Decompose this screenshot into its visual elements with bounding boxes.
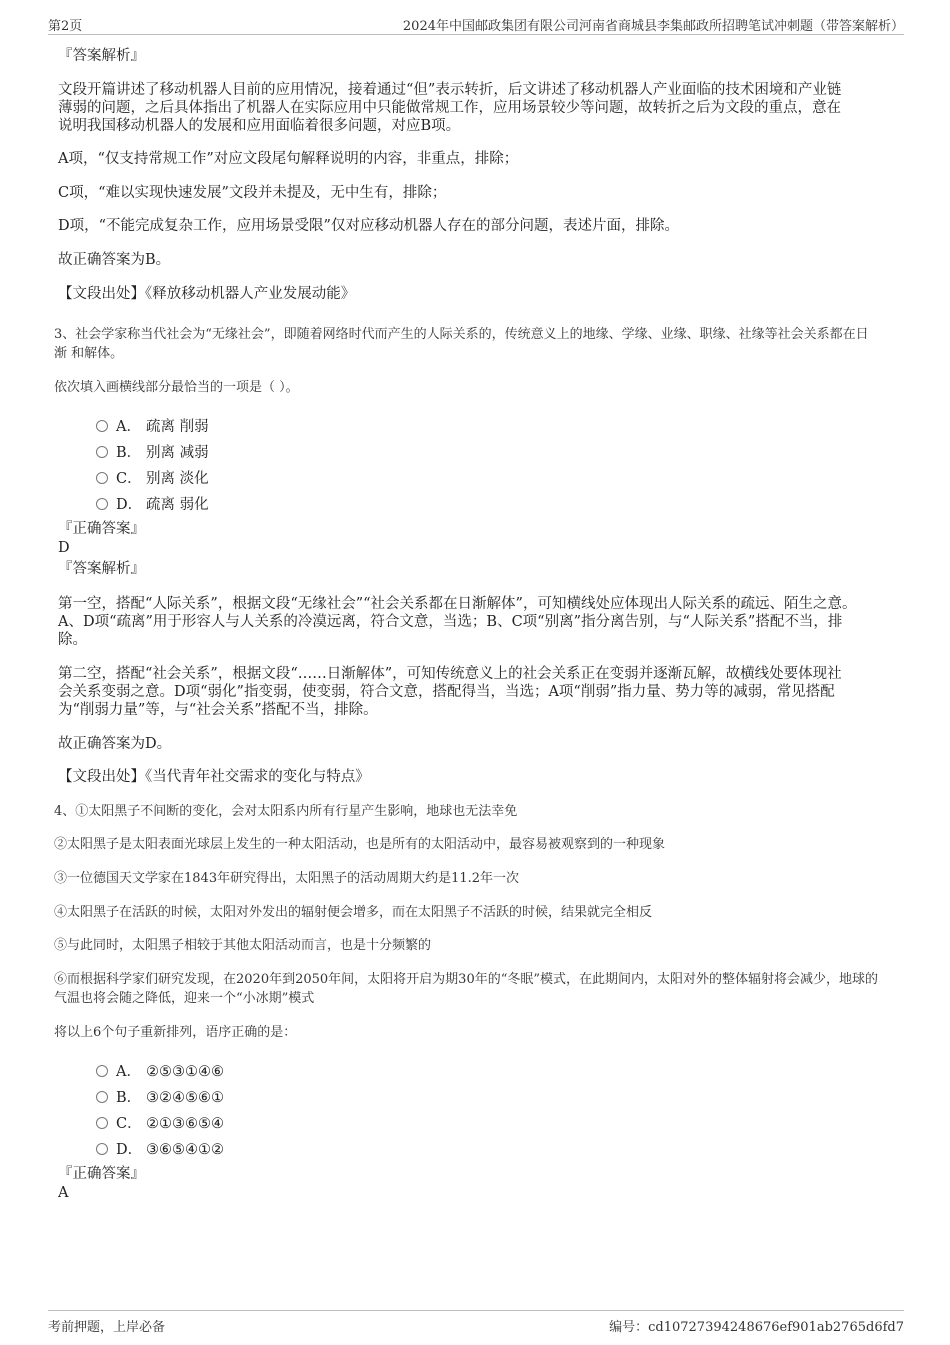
q3-p1-line-2: A、D项“疏离”用于形容人与人关系的冷漠远离，符合文意，当选；B、C项“别离”指分离告别，与“人际关系”搭配不当，排 <box>58 614 843 630</box>
q4-option-a[interactable]: A． ②⑤③①④⑥ <box>96 1060 224 1080</box>
radio-icon[interactable] <box>96 498 108 510</box>
q3-p2-line-2: 会关系变弱之意。D项“弱化”指变弱，使变弱，符合文意，搭配得当，当选；A项“削弱”指力量、势力等的减弱，常见搭配 <box>58 684 835 700</box>
q4-option-d[interactable]: D． ③⑥⑤④①② <box>96 1138 224 1158</box>
q4-correct-title: 『正确答案』 <box>58 1166 145 1182</box>
q2-analysis-title: 『答案解析』 <box>58 48 145 64</box>
footer-slogan: 考前押题，上岸必备 <box>48 1320 166 1335</box>
document-id: 编号：cd10727394248676ef901ab2765d6fd7 <box>609 1320 904 1335</box>
radio-icon[interactable] <box>96 1143 108 1155</box>
q3-conclusion: 故正确答案为D。 <box>58 736 172 752</box>
q4-prompt: 将以上6个句子重新排列，语序正确的是： <box>54 1025 297 1040</box>
q2-analysis-line-1: 文段开篇讲述了移动机器人目前的应用情况，接着通过“但”表示转折，后文讲述了移动机器人产业面临的技术困境和产业链 <box>58 82 842 98</box>
page-footer <box>48 1310 904 1333</box>
page-number: 第2页 <box>48 19 83 34</box>
q4-sentence-6-line-1: ⑥而根据科学家们研究发现，在2020年到2050年间，太阳将开启为期30年的“冬眠”模式，在此期间内，太阳对外的整体辐射将会减少，地球的 <box>54 972 879 987</box>
q3-p2-line-3: 为“削弱力量”等，与“社会关系”搭配不当，排除。 <box>58 702 378 718</box>
q3-stem-line-1: 3、社会学家称当代社会为“无缘社会”，即随着网络时代而产生的人际关系的，传统意义上的地缘、学缘、业缘、职缘、社缘等社会关系都在日 <box>54 327 869 342</box>
q3-source: 【文段出处】《当代青年社交需求的变化与特点》 <box>58 769 370 785</box>
q2-analysis-line-2: 薄弱的问题，之后具体指出了机器人在实际应用中只能做常规工作，应用场景较少等问题，故转折之后为文段的重点，意在 <box>58 100 841 116</box>
radio-icon[interactable] <box>96 1065 108 1077</box>
radio-icon[interactable] <box>96 1117 108 1129</box>
q2-analysis-line-3: 说明我国移动机器人的发展和应用面临着很多问题，对应B项。 <box>58 118 461 134</box>
q4-option-c[interactable]: C． ②①③⑥⑤④ <box>96 1112 224 1132</box>
page-header <box>48 14 904 35</box>
q2-conclusion: 故正确答案为B。 <box>58 252 171 268</box>
q4-sentence-6-line-2: 气温也将会随之降低，迎来一个“小冰期”模式 <box>54 991 315 1006</box>
q3-p1-line-3: 除。 <box>58 632 87 648</box>
q3-option-d[interactable]: D． 疏离 弱化 <box>96 493 209 513</box>
q4-sentence-3: ③一位德国天文学家在1843年研究得出，太阳黑子的活动周期大约是11.2年一次 <box>54 871 520 886</box>
document-title: 2024年中国邮政集团有限公司河南省商城县李集邮政所招聘笔试冲刺题（带答案解析） <box>402 19 904 34</box>
q2-source: 【文段出处】《释放移动机器人产业发展动能》 <box>58 286 356 302</box>
q4-sentence-4: ④太阳黑子在活跃的时候，太阳对外发出的辐射便会增多，而在太阳黑子不活跃的时候，结果就完全相反 <box>54 905 653 920</box>
radio-icon[interactable] <box>96 1091 108 1103</box>
q3-analysis-title: 『答案解析』 <box>58 561 145 577</box>
q4-option-b[interactable]: B． ③②④⑤⑥① <box>96 1086 224 1106</box>
q4-sentence-2: ②太阳黑子是太阳表面光球层上发生的一种太阳活动，也是所有的太阳活动中，最容易被观察到的一种现象 <box>54 837 666 852</box>
q4-correct-answer: A <box>58 1185 69 1201</box>
radio-icon[interactable] <box>96 472 108 484</box>
q2-option-d-note: D项，“不能完成复杂工作，应用场景受限”仅对应移动机器人存在的部分问题，表述片面，排除。 <box>58 218 679 234</box>
q4-sentence-1: 4、①太阳黑子不间断的变化，会对太阳系内所有行星产生影响，地球也无法幸免 <box>54 804 518 819</box>
q3-p2-line-1: 第二空，搭配“社会关系”，根据文段“……日渐解体”，可知传统意义上的社会关系正在变弱并逐渐瓦解，故横线处要体现社 <box>58 666 842 682</box>
q2-option-c-note: C项，“难以实现快速发展”文段并未提及，无中生有，排除； <box>58 185 447 201</box>
q3-p1-line-1: 第一空，搭配“人际关系”，根据文段“无缘社会”“社会关系都在日渐解体”，可知横线处应体现出人际关系的疏远、陌生之意。 <box>58 596 857 612</box>
q4-sentence-5: ⑤与此同时，太阳黑子相较于其他太阳活动而言，也是十分频繁的 <box>54 938 432 953</box>
q3-prompt: 依次填入画横线部分最恰当的一项是（ ）。 <box>54 380 299 395</box>
radio-icon[interactable] <box>96 446 108 458</box>
q2-option-a-note: A项，“仅支持常规工作”对应文段尾句解释说明的内容，非重点，排除； <box>58 151 519 167</box>
q3-correct-answer: D <box>58 540 70 556</box>
q3-option-c[interactable]: C． 别离 淡化 <box>96 467 209 487</box>
radio-icon[interactable] <box>96 420 108 432</box>
q3-stem-line-2: 渐 和解体。 <box>54 346 124 361</box>
q3-correct-title: 『正确答案』 <box>58 521 145 537</box>
q3-option-a[interactable]: A． 疏离 削弱 <box>96 415 209 435</box>
q3-option-b[interactable]: B． 别离 减弱 <box>96 441 209 461</box>
